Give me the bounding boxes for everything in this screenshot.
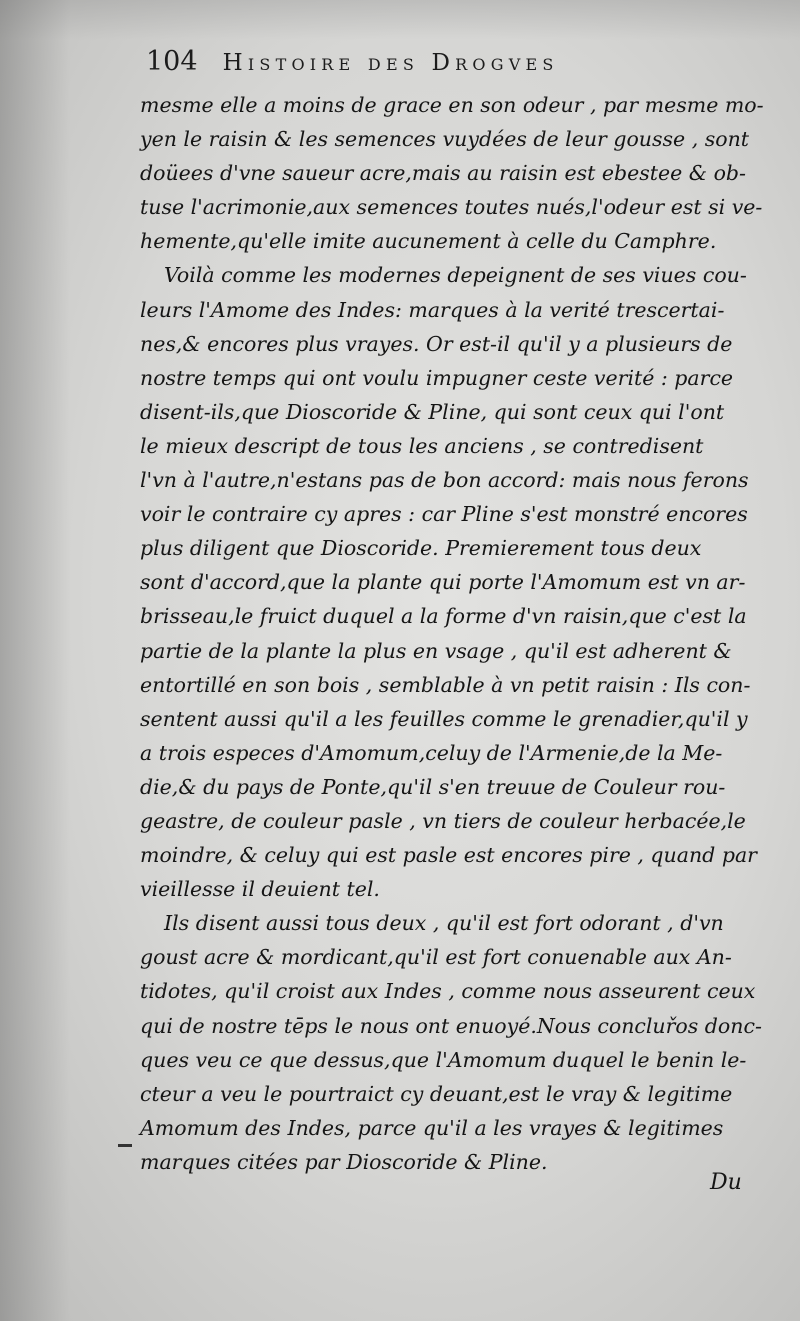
text-line: die,& du pays de Ponte,qu'il s'en treuue de Couleur rou- [140,774,726,799]
text-line: cteur a veu le pourtraict cy deuant,est le vray & legitime [140,1081,733,1106]
text-line: goust acre & mordicant,qu'il est fort conuenable aux An- [140,945,732,970]
text-line: entortillé en son bois , semblable à vn petit raisin : Ils con- [140,672,751,697]
paragraph-3 [140,906,768,1179]
text-line: hemente,qu'elle imite aucunement à celle du Camphre. [140,229,717,254]
top-edge-shadow [0,0,800,40]
text-line: l'vn à l'autre,n'estans pas de bon accord: mais nous ferons [140,468,749,493]
text-line: tidotes, qu'il croist aux Indes , comme nous asseurent ceux [140,979,756,1004]
text-line: disent-ils,que Dioscoride & Pline, qui sont ceux qui l'ont [140,399,725,424]
text-line: plus diligent que Dioscoride. Premierement tous deux [140,536,702,561]
gutter-shadow [0,0,70,1321]
paragraph-1 [140,88,768,258]
text-line: nes,& encores plus vrayes. Or est-il qu'il y a plusieurs de [140,331,733,356]
text-line: a trois especes d'Amomum,celuy de l'Armenie,de la Me- [140,740,723,765]
text-line: nostre temps qui ont voulu impugner ceste verité : parce [140,365,734,390]
text-line: le mieux descript de tous les anciens , se contredisent [140,433,704,458]
text-line: tuse l'acrimonie,aux semences toutes nués,l'odeur est si ve- [140,195,763,220]
paragraph-2 [140,258,768,906]
running-title: Histoire des Drogves [222,50,559,76]
text-line: Ils disent aussi tous deux , qu'il est fort odorant , d'vn [164,911,724,936]
text-line: sentent aussi qu'il a les feuilles comme le grenadier,qu'il y [140,706,748,731]
text-line: Voilà comme les modernes depeignent de ses viues cou- [164,263,747,288]
text-line: yen le raisin & les semences vuydées de leur gousse , sont [140,127,750,152]
margin-mark [118,1144,132,1147]
page-number: 104 [146,46,198,77]
text-line: voir le contraire cy apres : car Pline s'est monstré encores [140,502,748,527]
text-line: sont d'accord,que la plante qui porte l'Amomum est vn ar- [140,570,746,595]
text-line: marques citées par Dioscoride & Pline. [140,1149,548,1174]
text-line: geastre, de couleur pasle , vn tiers de couleur herbacée,le [140,808,746,833]
text-line: mesme elle a moins de grace en son odeur , par mesme mo- [140,93,764,117]
text-line: partie de la plante la plus en vsage , qu'il est adherent & [140,638,732,663]
text-line: qui de nostre tēps le nous ont enuoyé.Nous concluřos donc- [140,1013,762,1038]
text-line: vieillesse il deuient tel. [140,877,380,902]
text-line: doüees d'vne saueur acre,mais au raisin est ebestee & ob- [140,161,746,186]
body-text [140,88,768,1179]
text-line: leurs l'Amome des Indes: marques à la verité trescertai- [140,297,725,322]
catchword: Du [710,1170,742,1195]
text-line: moindre, & celuy qui est pasle est encores pire , quand par [140,843,757,868]
text-line: ques veu ce que dessus,que l'Amomum duquel le benin le- [140,1047,747,1072]
page-header [146,46,766,86]
text-line: Amomum des Indes, parce qu'il a les vrayes & legitimes [140,1115,724,1140]
text-line: brisseau,le fruict duquel a la forme d'vn raisin,que c'est la [140,604,747,629]
